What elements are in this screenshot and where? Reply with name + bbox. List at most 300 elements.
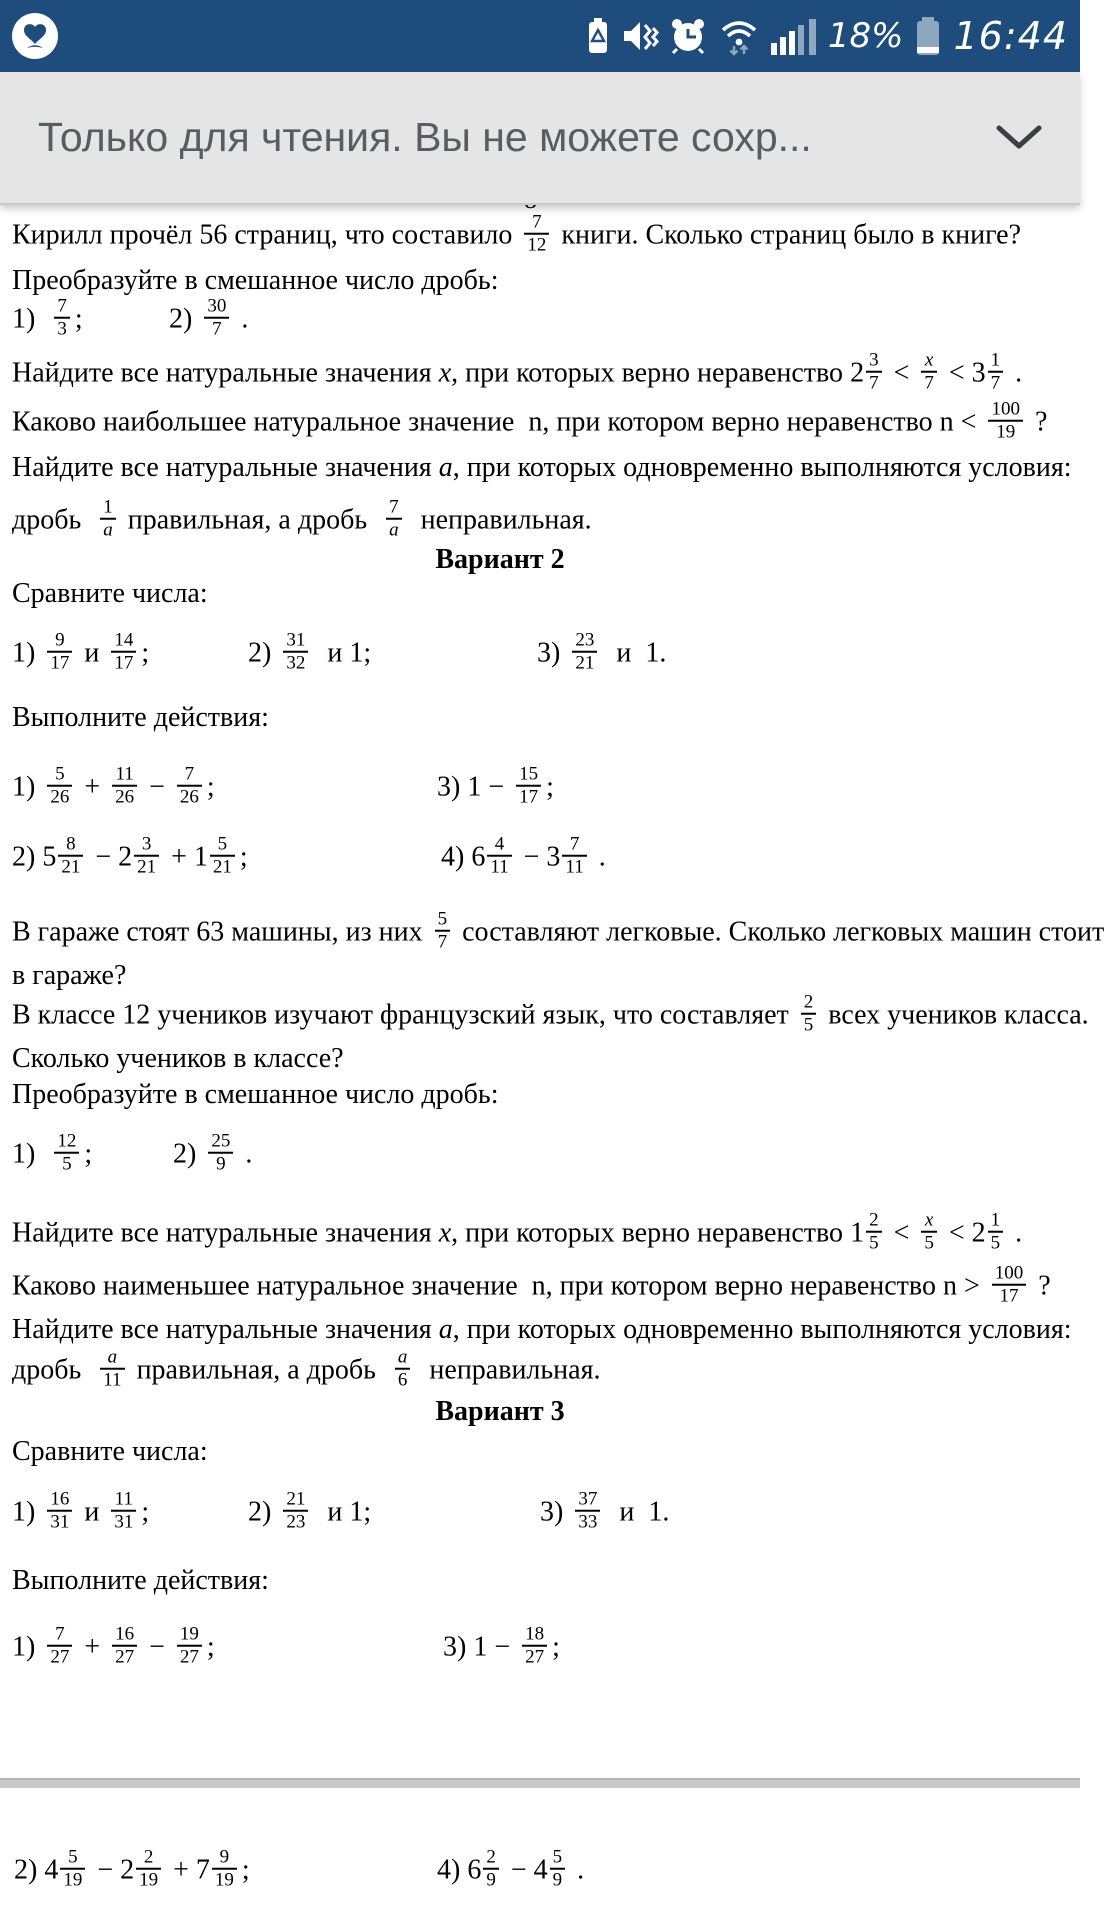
numerator: 23 [572, 630, 597, 653]
text-run: Преобразуйте в смешанное число дробь: [12, 1079, 499, 1111]
text-run: + [77, 771, 108, 803]
text-run: Найдите все натуральные значения [12, 357, 439, 389]
text-run: 3) 1 − [443, 1631, 518, 1663]
fraction [60, 1847, 85, 1892]
text-run: и [77, 637, 107, 669]
fraction [204, 296, 229, 341]
fraction [516, 764, 541, 809]
doc-line [12, 908, 1104, 957]
numerator: 9 [47, 630, 72, 653]
mixed-number [467, 1846, 504, 1891]
doc-line [12, 1042, 344, 1076]
fraction [208, 1131, 233, 1176]
status-bar [0, 0, 1080, 72]
doc-line [12, 629, 150, 678]
text-run: . [1008, 1217, 1023, 1249]
fraction [988, 1210, 1004, 1255]
text-run: книги. Сколько страниц было в книге? [554, 219, 1022, 251]
denominator: 3 [57, 319, 67, 340]
text-run: − [503, 1854, 534, 1886]
text-run: Сравните числа: [12, 1436, 208, 1468]
doc-line [12, 833, 248, 882]
doc-line [12, 1623, 215, 1672]
mixed-number [118, 833, 164, 878]
denominator: 5 [924, 1233, 934, 1254]
variable: a [438, 1314, 453, 1346]
doc-line [540, 1488, 670, 1537]
mixed-number [120, 1846, 166, 1891]
denominator: 21 [137, 857, 157, 878]
doc-line [12, 577, 208, 611]
fraction [572, 630, 597, 675]
doc-line [12, 398, 1048, 447]
numerator: 1 [988, 350, 1004, 373]
fraction [992, 1263, 1027, 1308]
text-run: . [238, 1138, 253, 1170]
numerator: 8 [58, 834, 83, 857]
numerator: 19 [177, 1624, 202, 1647]
text-run: ; [206, 771, 215, 803]
denominator: 12 [527, 235, 547, 256]
doc-line [12, 1313, 1072, 1347]
denominator: 17 [999, 1286, 1019, 1307]
numerator: 9 [212, 1847, 237, 1870]
fraction [47, 1624, 72, 1669]
text-run: Каково наименьшее натуральное значение n, при котором верно неравенство n > [12, 1270, 987, 1302]
battery-icon [914, 15, 942, 57]
text-run: ; [552, 1631, 560, 1663]
numerator: 7 [47, 1624, 72, 1647]
text-run: , при которых верно неравенство [451, 1217, 851, 1249]
doc-line [12, 264, 498, 298]
numerator: 1 [100, 497, 116, 520]
denominator: 19 [139, 1870, 159, 1891]
doc-line [12, 1346, 601, 1395]
whole-number: 4 [533, 1854, 548, 1886]
mixed-number [971, 349, 1009, 394]
fraction [283, 1489, 308, 1534]
text-run: ; [206, 1631, 215, 1663]
denominator: a [103, 520, 113, 541]
whole-number: 3 [971, 357, 986, 389]
denominator: 21 [212, 857, 232, 878]
fraction [988, 350, 1004, 395]
doc-line [12, 1488, 150, 1537]
doc-line [12, 211, 1022, 260]
text-run: < [941, 1217, 972, 1249]
text-run: − [516, 841, 547, 873]
text-run: Найдите все натуральные значения [12, 1314, 439, 1346]
text-run: ; [141, 637, 150, 669]
doc-line [12, 991, 1089, 1040]
doc-line [537, 629, 667, 678]
fraction [435, 909, 451, 954]
text-run: Сравните числа: [12, 578, 208, 610]
mixed-number [471, 833, 516, 878]
text-run: ; [239, 841, 248, 873]
text-run: составляют легковые. Сколько легковых машин стоит [455, 916, 1104, 948]
fraction [54, 296, 70, 341]
fraction [483, 1847, 499, 1892]
whole-number: 2 [971, 1217, 986, 1249]
text-run: Выполните действия: [12, 702, 269, 734]
whole-number: 1 [850, 1217, 865, 1249]
clock-time: 16:44 [953, 14, 1068, 58]
numerator: 7 [524, 212, 549, 235]
fraction [866, 350, 882, 395]
whole-number: 3 [546, 841, 561, 873]
fraction [100, 497, 116, 542]
fraction [112, 1624, 137, 1669]
denominator: 5 [62, 1154, 72, 1175]
text-run: 1) [12, 1138, 50, 1170]
numerator: 3 [866, 350, 882, 373]
text-run: ; [74, 303, 83, 335]
text-run: < [941, 357, 972, 389]
fraction [921, 1210, 937, 1255]
page-break-divider [0, 1778, 1080, 1788]
numerator: 1 [988, 1210, 1004, 1233]
numerator: 16 [112, 1624, 137, 1647]
numerator: 37 [575, 1489, 600, 1512]
text-run: 1) [12, 303, 50, 335]
doc-line [441, 833, 606, 882]
fraction [58, 834, 83, 879]
doc-line [169, 295, 249, 344]
mixed-number [971, 1209, 1009, 1254]
denominator: 17 [519, 787, 539, 808]
doc-line [12, 295, 83, 344]
text-run: Преобразуйте в смешанное число дробь: [12, 265, 499, 297]
numerator: 25 [208, 1131, 233, 1154]
fraction [866, 1210, 882, 1255]
fraction [801, 992, 817, 1037]
denominator: 27 [115, 1647, 135, 1668]
doc-line [173, 1130, 253, 1179]
text-run: и [77, 1496, 107, 1528]
doc-line [12, 349, 1023, 398]
text-run: 2) [12, 841, 43, 873]
whole-number: 6 [471, 841, 486, 873]
fraction [283, 630, 308, 675]
text-run: 3) 1 − [437, 771, 512, 803]
battery-saver-icon [585, 16, 611, 56]
chevron-down-icon[interactable] [996, 125, 1042, 151]
text-run: дробь [12, 504, 96, 536]
denominator: 26 [179, 787, 199, 808]
fraction [111, 1489, 136, 1534]
text-run: + [166, 1854, 196, 1886]
text-run: , при которых одновременно выполняются условия: [452, 452, 1072, 484]
numerator: 2 [801, 992, 817, 1015]
whole-number: 2 [850, 357, 865, 389]
numerator: 2 [483, 1847, 499, 1870]
text-run: дробь [12, 1354, 96, 1386]
numerator: 5 [210, 834, 235, 857]
numerator: 2 [136, 1847, 161, 1870]
fraction [210, 834, 235, 879]
text-run: в гараже? [12, 960, 127, 992]
text-run: и 1; [313, 637, 372, 669]
doc-line [12, 1435, 208, 1469]
text-run: + [164, 841, 194, 873]
text-run: 1) [12, 1496, 43, 1528]
mixed-number [42, 833, 88, 878]
denominator: 5 [803, 1015, 814, 1036]
text-run: 4) [441, 841, 472, 873]
denominator: 21 [61, 857, 81, 878]
denominator: 5 [990, 1233, 1001, 1254]
doc-line [12, 1564, 269, 1598]
fraction [54, 1131, 79, 1176]
text-run: 1) [12, 1631, 43, 1663]
whole-number: 5 [42, 841, 57, 873]
whole-number: 1 [193, 841, 208, 873]
doc-line [12, 1078, 498, 1112]
text-run: . [570, 1854, 585, 1886]
numerator: 5 [47, 764, 72, 787]
fraction [134, 834, 159, 879]
mixed-number [850, 1209, 887, 1254]
numerator: 16 [47, 1489, 72, 1512]
doc-line [12, 451, 1072, 485]
text-run: Вариант 2 [435, 544, 565, 576]
text-run: ; [141, 1496, 150, 1528]
denominator: 19 [996, 422, 1016, 443]
text-run: В классе 12 учеников изучают французский язык, что составляет [12, 999, 796, 1031]
fraction [136, 1847, 161, 1892]
doc-line [12, 496, 592, 545]
text-run: − [142, 771, 172, 803]
numerator: 3 [134, 834, 159, 857]
doc-line [443, 1623, 560, 1672]
denominator: a [389, 520, 399, 541]
text-run: и 1. [602, 637, 667, 669]
denominator: 17 [50, 653, 70, 674]
signal-icon [771, 17, 817, 55]
denominator: 27 [525, 1647, 545, 1668]
mixed-number [44, 1846, 90, 1891]
text-run: правильная, а дробь [120, 504, 382, 536]
fraction [550, 1847, 566, 1892]
numerator: 31 [283, 630, 308, 653]
fraction [47, 630, 72, 675]
doc-heading [0, 1395, 1000, 1429]
whole-number: 4 [44, 1854, 59, 1886]
text-run: Найдите все натуральные значения [12, 1217, 439, 1249]
whole-number: 2 [118, 841, 133, 873]
text-run: 4) [437, 1854, 468, 1886]
doc-line [248, 629, 372, 678]
text-run: + [77, 1631, 108, 1663]
numerator: 7 [54, 296, 70, 319]
numerator: 5 [550, 1847, 566, 1870]
text-run: неправильная. [415, 1354, 601, 1386]
doc-line [14, 1846, 250, 1895]
numerator: 21 [283, 1489, 308, 1512]
wifi-icon [718, 15, 760, 57]
text-run: и 1; [313, 1496, 372, 1528]
numerator: 11 [111, 1489, 136, 1512]
numerator: 11 [112, 764, 137, 787]
text-run: Каково наибольшее натуральное значение n, при котором верно неравенство n < [12, 406, 984, 438]
text-run: 2) [248, 1496, 279, 1528]
numerator: 5 [435, 909, 451, 932]
whole-number: 7 [195, 1854, 210, 1886]
fraction [522, 1624, 547, 1669]
text-run: . [1008, 357, 1023, 389]
doc-line [12, 1130, 93, 1179]
text-run: 3) [540, 1496, 571, 1528]
fraction [395, 1347, 411, 1392]
variable: x [438, 1217, 452, 1249]
text-run: всех учеников класса. [821, 999, 1089, 1031]
text-run: 1) [12, 637, 43, 669]
numerator: 100 [988, 399, 1023, 422]
numerator: 18 [522, 1624, 547, 1647]
readonly-banner[interactable] [0, 72, 1080, 205]
denominator: 11 [490, 857, 509, 878]
denominator: 19 [214, 1870, 234, 1891]
text-run: − [90, 1854, 121, 1886]
text-run: ; [241, 1854, 250, 1886]
text-run: 2) [173, 1138, 204, 1170]
text-run: − [142, 1631, 172, 1663]
status-icons [585, 14, 1068, 58]
text-run: Вариант 3 [435, 1396, 565, 1428]
mixed-number [195, 1846, 242, 1891]
doc-line [12, 1209, 1023, 1258]
denominator: 11 [103, 1370, 122, 1391]
whole-number: 2 [120, 1854, 135, 1886]
fraction [112, 764, 137, 809]
fraction [487, 834, 511, 879]
text-run: 1) [12, 771, 43, 803]
fraction [575, 1489, 600, 1534]
text-run: Кирилл прочёл 56 страниц, что составило [12, 219, 520, 251]
text-run: ? [1031, 1270, 1051, 1302]
text-run: и 1. [605, 1496, 670, 1528]
text-run: ; [84, 1138, 93, 1170]
numerator: 2 [866, 1210, 882, 1233]
denominator: 9 [486, 1870, 496, 1891]
denominator: 9 [552, 1870, 563, 1891]
mixed-number [850, 349, 887, 394]
numerator: 7 [386, 497, 402, 520]
denominator: 7 [212, 319, 222, 340]
numerator: 7 [562, 834, 586, 857]
text-run: . [591, 841, 606, 873]
denominator: 31 [50, 1512, 70, 1533]
denominator: 26 [115, 787, 135, 808]
denominator: 27 [50, 1647, 70, 1668]
fraction [47, 764, 72, 809]
denominator: 26 [50, 787, 70, 808]
spade-heart-glyph [18, 19, 52, 53]
numerator: 100 [992, 1263, 1027, 1286]
numerator: a [100, 1347, 124, 1370]
denominator: 32 [286, 653, 306, 674]
text-run: Сколько учеников в классе? [12, 1043, 344, 1075]
fraction [177, 764, 202, 809]
text-run: < [886, 357, 917, 389]
text-run: Найдите все натуральные значения [12, 452, 439, 484]
denominator: 7 [869, 373, 879, 394]
fraction [47, 1489, 72, 1534]
fraction [524, 212, 549, 257]
doc-line [12, 1262, 1051, 1311]
numerator: a [395, 1347, 411, 1370]
fraction [111, 630, 136, 675]
mixed-number [533, 1846, 571, 1891]
doc-line [437, 763, 554, 812]
denominator: 19 [63, 1870, 83, 1891]
fraction [921, 350, 937, 395]
battery-percent: 18% [827, 16, 904, 56]
text-run: , при которых одновременно выполняются условия: [452, 1314, 1072, 1346]
text-run: 2) [248, 637, 279, 669]
denominator: 33 [578, 1512, 598, 1533]
text-run: Выполните действия: [12, 1565, 269, 1597]
fraction [562, 834, 586, 879]
numerator: 15 [516, 764, 541, 787]
numerator: 5 [60, 1847, 85, 1870]
text-run: − [88, 841, 119, 873]
denominator: 17 [114, 653, 134, 674]
text-run: 3) [537, 637, 568, 669]
text-run: 2) [14, 1854, 45, 1886]
text-run: < [886, 1217, 917, 1249]
numerator: 14 [111, 630, 136, 653]
fraction [100, 1347, 124, 1392]
text-run: ; [546, 771, 554, 803]
variable: a [438, 452, 453, 484]
readonly-banner-text: Только для чтения. Вы не можете сохр... [38, 114, 812, 160]
doc-line [12, 959, 126, 993]
fraction [988, 399, 1023, 444]
numerator: 12 [54, 1131, 79, 1154]
vibrate-icon [622, 20, 658, 52]
denominator: 9 [216, 1154, 226, 1175]
app-logo-icon [12, 13, 58, 59]
denominator: 31 [114, 1512, 134, 1533]
fraction [386, 497, 402, 542]
doc-line [12, 701, 269, 735]
text-run: правильная, а дробь [129, 1354, 390, 1386]
text-run: , при которых верно неравенство [451, 357, 851, 389]
denominator: 6 [397, 1370, 408, 1391]
numerator: 4 [487, 834, 511, 857]
text-run: . [234, 303, 249, 335]
denominator: 7 [924, 373, 934, 394]
numerator: x [921, 1210, 937, 1233]
doc-line [248, 1488, 372, 1537]
numerator: 30 [204, 296, 229, 319]
mixed-number [546, 833, 591, 878]
text-run: В гараже стоят 63 машины, из них [12, 916, 430, 948]
fraction [212, 1847, 237, 1892]
numerator: x [921, 350, 937, 373]
mixed-number [193, 833, 240, 878]
doc-heading [0, 543, 1000, 577]
whole-number: 6 [467, 1854, 482, 1886]
alarm-icon [669, 18, 707, 54]
denominator: 21 [575, 653, 595, 674]
text-run: ? [1027, 406, 1048, 438]
fraction [177, 1624, 202, 1669]
variable: x [438, 357, 452, 389]
denominator: 7 [437, 932, 448, 953]
